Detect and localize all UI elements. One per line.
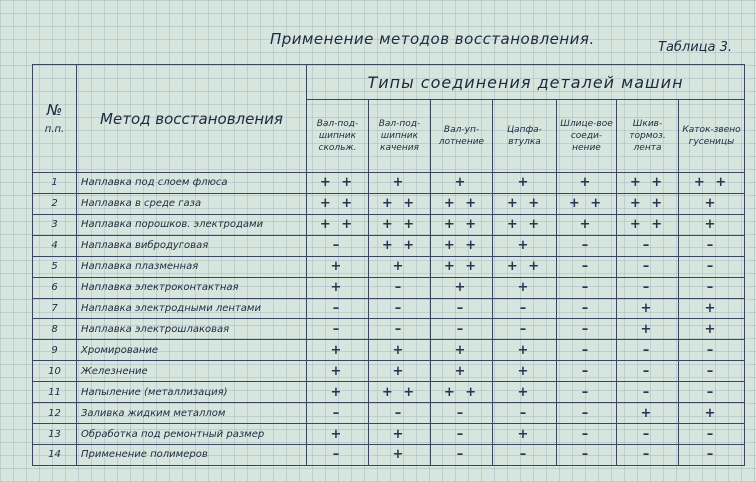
applicability-mark: – xyxy=(369,403,431,424)
applicability-mark: + xyxy=(617,298,679,319)
row-number: 8 xyxy=(33,319,77,340)
applicability-mark: + xyxy=(493,235,557,256)
applicability-mark: – xyxy=(307,298,369,319)
applicability-mark: – xyxy=(557,340,617,361)
applicability-mark: + + xyxy=(679,173,745,194)
applicability-mark: + xyxy=(493,173,557,194)
applicability-mark: – xyxy=(307,403,369,424)
applicability-mark: – xyxy=(679,235,745,256)
method-name: Заливка жидким металлом xyxy=(77,403,307,424)
document-title: Применение методов восстановления. xyxy=(270,30,595,48)
applicability-mark: – xyxy=(617,361,679,382)
applicability-mark: – xyxy=(679,277,745,298)
applicability-mark: – xyxy=(679,256,745,277)
applicability-mark: + xyxy=(307,361,369,382)
row-number: 10 xyxy=(33,361,77,382)
row-number: 6 xyxy=(33,277,77,298)
applicability-mark: + xyxy=(431,277,493,298)
applicability-mark: + xyxy=(493,361,557,382)
header-col-journal-bushing: Цапфа-втулка xyxy=(493,100,557,173)
method-name: Наплавка электроконтактная xyxy=(77,277,307,298)
applicability-mark: + + xyxy=(431,256,493,277)
applicability-mark: – xyxy=(557,256,617,277)
method-name: Наплавка электродными лентами xyxy=(77,298,307,319)
applicability-mark: + xyxy=(679,193,745,214)
applicability-mark: + xyxy=(431,361,493,382)
table-row xyxy=(33,173,745,194)
applicability-mark: – xyxy=(679,340,745,361)
applicability-mark: + + xyxy=(369,235,431,256)
applicability-mark: – xyxy=(431,444,493,465)
applicability-mark: + xyxy=(369,340,431,361)
applicability-mark: + + xyxy=(307,193,369,214)
applicability-mark: – xyxy=(307,319,369,340)
applicability-mark: – xyxy=(557,424,617,445)
row-number: 1 xyxy=(33,173,77,194)
applicability-mark: + xyxy=(307,256,369,277)
row-number: 3 xyxy=(33,214,77,235)
applicability-mark: – xyxy=(431,319,493,340)
table-row xyxy=(33,277,745,298)
applicability-mark: + + xyxy=(431,382,493,403)
applicability-mark: – xyxy=(431,403,493,424)
applicability-mark: + xyxy=(679,214,745,235)
restoration-methods-table xyxy=(32,64,745,466)
applicability-mark: – xyxy=(493,319,557,340)
applicability-mark: + xyxy=(557,173,617,194)
method-name: Обработка под ремонтный размер xyxy=(77,424,307,445)
applicability-mark: – xyxy=(557,382,617,403)
table-row xyxy=(33,444,745,465)
applicability-mark: – xyxy=(617,256,679,277)
applicability-mark: – xyxy=(557,235,617,256)
applicability-mark: + xyxy=(493,424,557,445)
row-number: 2 xyxy=(33,193,77,214)
applicability-mark: – xyxy=(557,361,617,382)
method-name: Наплавка в среде газа xyxy=(77,193,307,214)
applicability-mark: + xyxy=(617,319,679,340)
applicability-mark: + xyxy=(369,173,431,194)
applicability-mark: – xyxy=(431,424,493,445)
applicability-mark: + + xyxy=(493,256,557,277)
header-col-pulley-brake-band: Шкив-тормоз. лента xyxy=(617,100,679,173)
method-name: Наплавка порошков. электродами xyxy=(77,214,307,235)
applicability-mark: – xyxy=(617,382,679,403)
method-name: Напыление (металлизация) xyxy=(77,382,307,403)
applicability-mark: – xyxy=(679,444,745,465)
header-col-shaft-plain-bearing: Вал-под-шипник скольж. xyxy=(307,100,369,173)
applicability-mark: + + xyxy=(431,193,493,214)
applicability-mark: + xyxy=(369,361,431,382)
applicability-mark: – xyxy=(493,444,557,465)
table-row xyxy=(33,361,745,382)
method-name: Наплавка под слоем флюса xyxy=(77,173,307,194)
header-method: Метод восстановления xyxy=(77,65,307,173)
applicability-mark: + xyxy=(307,340,369,361)
row-number: 12 xyxy=(33,403,77,424)
applicability-mark: + + xyxy=(617,214,679,235)
row-number: 5 xyxy=(33,256,77,277)
table-row xyxy=(33,298,745,319)
table-row xyxy=(33,424,745,445)
method-name: Наплавка плазменная xyxy=(77,256,307,277)
applicability-mark: – xyxy=(557,319,617,340)
applicability-mark: + xyxy=(431,340,493,361)
applicability-mark: + xyxy=(493,340,557,361)
table-row xyxy=(33,403,745,424)
method-name: Наплавка вибродуговая xyxy=(77,235,307,256)
applicability-mark: – xyxy=(307,235,369,256)
applicability-mark: – xyxy=(557,444,617,465)
applicability-mark: – xyxy=(557,298,617,319)
applicability-mark: + xyxy=(307,424,369,445)
applicability-mark: + xyxy=(557,214,617,235)
applicability-mark: + xyxy=(369,444,431,465)
applicability-mark: + xyxy=(679,298,745,319)
row-number: 7 xyxy=(33,298,77,319)
applicability-mark: + xyxy=(307,382,369,403)
applicability-mark: – xyxy=(617,444,679,465)
applicability-mark: – xyxy=(369,277,431,298)
applicability-mark: + xyxy=(679,319,745,340)
table-row xyxy=(33,340,745,361)
header-connection-types: Типы соединения деталей машин xyxy=(307,65,745,100)
header-col-shaft-rolling-bearing: Вал-под-шипник качения xyxy=(369,100,431,173)
applicability-mark: – xyxy=(557,277,617,298)
table-row xyxy=(33,382,745,403)
method-name: Применение полимеров xyxy=(77,444,307,465)
applicability-mark: + + xyxy=(307,173,369,194)
applicability-mark: – xyxy=(369,319,431,340)
header-number xyxy=(33,65,77,173)
applicability-mark: + + xyxy=(369,214,431,235)
applicability-mark: + xyxy=(369,424,431,445)
applicability-mark: – xyxy=(431,298,493,319)
table-row xyxy=(33,256,745,277)
applicability-mark: + xyxy=(493,382,557,403)
header-number-sub: п.п. xyxy=(44,123,65,135)
applicability-mark: + xyxy=(307,277,369,298)
table-body xyxy=(33,173,745,466)
applicability-mark: + + xyxy=(493,193,557,214)
applicability-mark: + + xyxy=(617,193,679,214)
applicability-mark: – xyxy=(617,424,679,445)
method-name: Наплавка электрошлаковая xyxy=(77,319,307,340)
header-col-shaft-seal: Вал-уп-лотнение xyxy=(431,100,493,173)
applicability-mark: – xyxy=(617,277,679,298)
header-number-symbol: № xyxy=(46,101,63,119)
applicability-mark: – xyxy=(679,361,745,382)
table-row xyxy=(33,235,745,256)
applicability-mark: – xyxy=(493,403,557,424)
applicability-mark: + + xyxy=(617,173,679,194)
table-row xyxy=(33,214,745,235)
applicability-mark: – xyxy=(679,424,745,445)
applicability-mark: + xyxy=(493,277,557,298)
applicability-mark: – xyxy=(617,235,679,256)
applicability-mark: – xyxy=(557,403,617,424)
row-number: 14 xyxy=(33,444,77,465)
applicability-mark: + + xyxy=(307,214,369,235)
applicability-mark: + + xyxy=(369,382,431,403)
applicability-mark: + + xyxy=(369,193,431,214)
applicability-mark: – xyxy=(369,298,431,319)
applicability-mark: – xyxy=(307,444,369,465)
applicability-mark: + + xyxy=(557,193,617,214)
method-name: Хромирование xyxy=(77,340,307,361)
applicability-mark: + xyxy=(617,403,679,424)
applicability-mark: + + xyxy=(493,214,557,235)
table-row xyxy=(33,193,745,214)
row-number: 9 xyxy=(33,340,77,361)
applicability-mark: + + xyxy=(431,235,493,256)
table-row xyxy=(33,319,745,340)
applicability-mark: + xyxy=(679,403,745,424)
applicability-mark: + + xyxy=(431,214,493,235)
method-name: Железнение xyxy=(77,361,307,382)
row-number: 11 xyxy=(33,382,77,403)
applicability-mark: – xyxy=(679,382,745,403)
row-number: 13 xyxy=(33,424,77,445)
row-number: 4 xyxy=(33,235,77,256)
applicability-mark: + xyxy=(369,256,431,277)
header-col-roller-track-link: Каток-звено гусеницы xyxy=(679,100,745,173)
applicability-mark: + xyxy=(431,173,493,194)
applicability-mark: – xyxy=(617,340,679,361)
table-label: Таблица 3. xyxy=(658,40,733,55)
header-col-spline-joint: Шлице-вое соеди-нение xyxy=(557,100,617,173)
applicability-mark: – xyxy=(493,298,557,319)
